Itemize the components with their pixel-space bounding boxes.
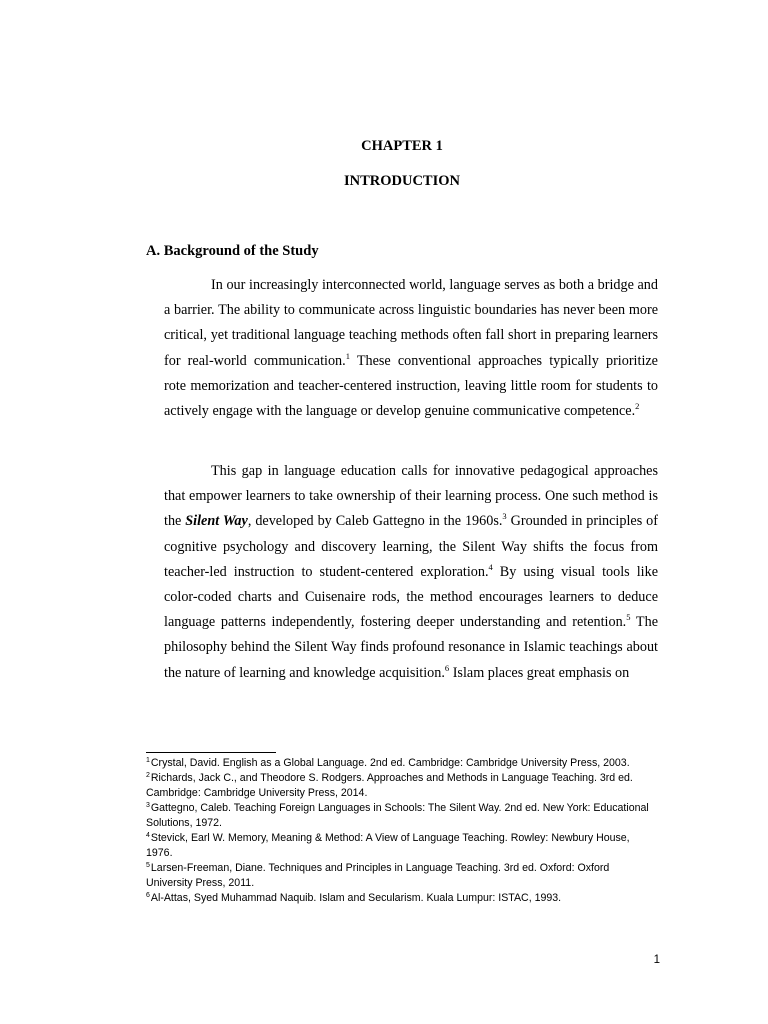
paragraph-text: The philosophy behind the Silent Way finds profound resonance in Islamic teachings about the nature of learning and knowledge acquisition. <box>164 614 658 681</box>
footnote-reference: 6 <box>444 662 450 673</box>
chapter-title: INTRODUCTION <box>343 173 460 189</box>
footnote-number: 6 <box>146 892 150 899</box>
footnote-reference: 3 <box>502 511 507 522</box>
footnote-text: Larsen-Freeman, Diane. Techniques and Principles in Language Teaching. 3rd ed. Oxford: Oxford University Press, 2011. <box>146 862 610 889</box>
footnote-separator <box>146 752 276 753</box>
footnote-reference: 2 <box>635 401 640 412</box>
footnote-text: Richards, Jack C., and Theodore S. Rodgers. Approaches and Methods in Language Teaching. 3rd ed. Cambridge: Cambridge University Press, 2014. <box>146 772 633 799</box>
page-number: 1 <box>653 954 660 966</box>
paragraph-text: By using visual tools like color-coded charts and Cuisenaire rods, the method encourages learners to deduce language patterns independently, fostering deeper understanding and retention. <box>164 563 658 631</box>
footnote <box>146 831 658 861</box>
footnote-number: 4 <box>146 832 150 839</box>
footnote-number: 2 <box>146 772 150 779</box>
footnote <box>146 891 658 906</box>
footnote-text: Al-Attas, Syed Muhammad Naquib. Islam and Secularism. Kuala Lumpur: ISTAC, 1993. <box>150 892 562 904</box>
footnote-reference: 4 <box>488 561 493 572</box>
footnote-number: 1 <box>146 757 150 764</box>
paragraph-text: These conventional approaches typically prioritize rote memorization and teacher-centered instruction, leaving little room for students to actively engage with the language or develop genuine communicative competence. <box>164 352 658 420</box>
emphasized-term: Silent Way <box>185 513 248 530</box>
paragraph-text: Grounded in principles of cognitive psychology and discovery learning, the Silent Way shifts the focus from teacher-led instruction to student-centered exploration. <box>164 513 658 580</box>
footnotes <box>146 756 658 906</box>
footnote-number: 5 <box>146 862 150 869</box>
footnote-text: Stevick, Earl W. Memory, Meaning & Method: A View of Language Teaching. Rowley: Newbury House, 1976. <box>146 832 630 859</box>
footnote-text: Crystal, David. English as a Global Language. 2nd ed. Cambridge: Cambridge University Press, 2003. <box>150 757 630 769</box>
section-heading: A. Background of the Study <box>146 243 319 259</box>
body-paragraph <box>164 273 658 424</box>
footnote <box>146 771 658 801</box>
paragraph-text: Islam places great emphasis on <box>449 664 630 681</box>
body-paragraph <box>164 459 658 711</box>
footnote-reference: 1 <box>345 350 350 361</box>
paragraph-text: , developed by Caleb Gattegno in the 1960s. <box>247 513 503 530</box>
footnote-number: 3 <box>146 802 150 809</box>
footnote-reference: 5 <box>626 612 631 623</box>
footnote <box>146 756 658 771</box>
paragraph-text: In our increasingly interconnected world, language serves as both a bridge and a barrier. The ability to communicate across linguistic boundaries has never been more critical, yet traditional language teaching methods often fall short in preparing learners for real-world communication. <box>164 277 658 369</box>
chapter-label: CHAPTER 1 <box>361 138 443 154</box>
footnote-text: Gattegno, Caleb. Teaching Foreign Languages in Schools: The Silent Way. 2nd ed. New York: Educational Solutions, 1972. <box>146 802 649 829</box>
paragraph-text: This gap in language education calls for innovative pedagogical approaches that empower learners to take ownership of their learning process. One such method is the <box>164 463 658 530</box>
footnote <box>146 861 658 891</box>
footnote <box>146 801 658 831</box>
